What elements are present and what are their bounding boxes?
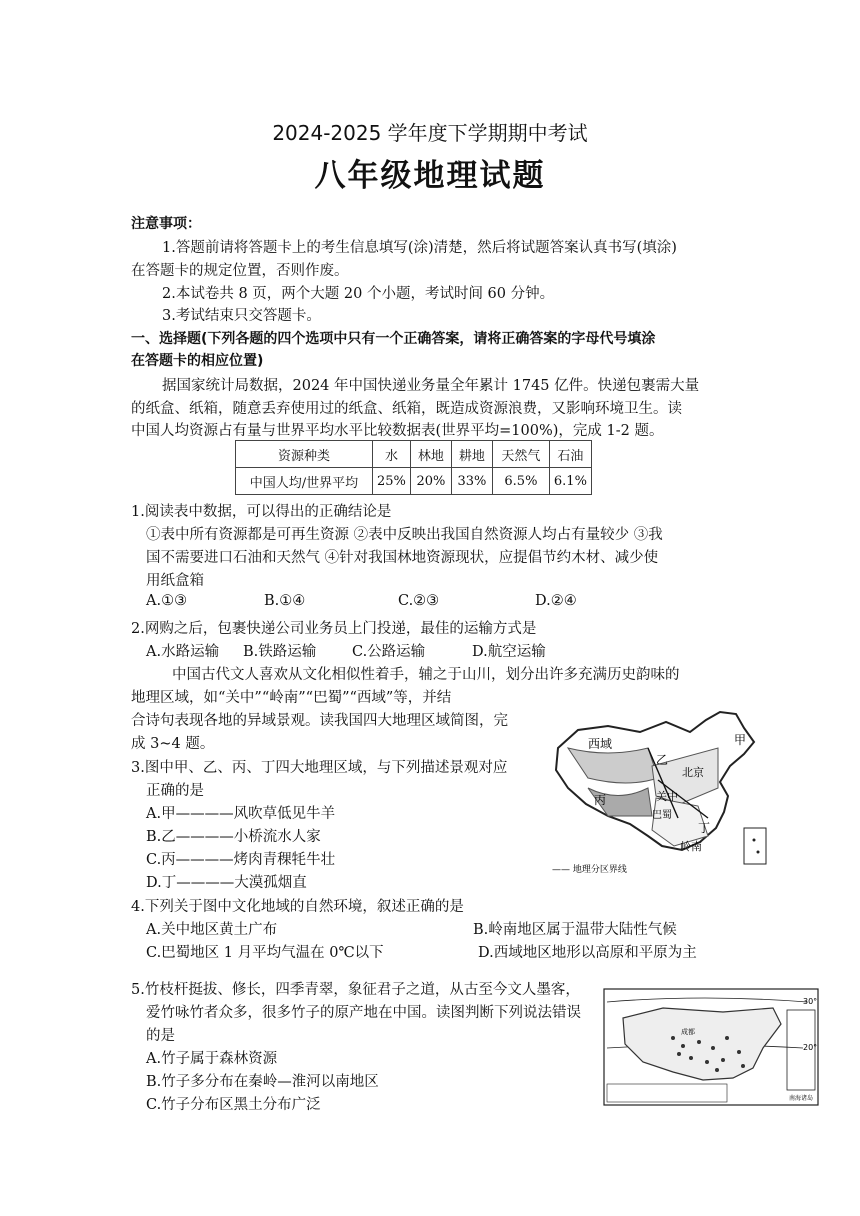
map2-label-chengdu: 成都 [681, 1028, 695, 1036]
resource-table [235, 440, 592, 495]
q5-option-a: A.竹子属于森林资源 [146, 1051, 278, 1067]
q2-option-c: C.公路运输 [352, 644, 426, 660]
map-label-lingnan: 岭南 [680, 840, 702, 853]
q5-stem-cont-2: 的是 [146, 1028, 175, 1044]
section-heading: 一、选择题(下列各题的四个选项中只有一个正确答案，请将正确答案的字母代号填涂 [131, 331, 656, 347]
bamboo-distribution-map [603, 988, 819, 1106]
map-label-bashu: 巴蜀 [652, 810, 672, 821]
table-cell: 25% [373, 468, 411, 495]
q3-stem-cont: 正确的是 [146, 783, 204, 799]
table-header-cell: 耕地 [451, 441, 492, 468]
q3-option-a: A.甲————风吹草低见牛羊 [146, 806, 336, 822]
passage-1-line-3: 中国人均资源占有量与世界平均水平比较数据表(世界平均=100%)，完成 1-2 题。 [131, 423, 664, 439]
q3-option-d: D.丁————大漠孤烟直 [146, 875, 307, 891]
q2-option-a: A.水路运输 [146, 644, 220, 660]
table-cell: 33% [451, 468, 492, 495]
q1-statements-3: 用纸盒箱 [146, 573, 204, 589]
table-cell: 20% [410, 468, 451, 495]
table-cell: 6.5% [492, 468, 549, 495]
passage-2-line-4: 成 3~4 题。 [131, 736, 215, 752]
map-label-xiyu: 西域 [588, 737, 613, 751]
notice-item-2: 2.本试卷共 8 页，两个大题 20 个小题，考试时间 60 分钟。 [162, 286, 555, 302]
q4-option-b: B.岭南地区属于温带大陆性气候 [473, 922, 677, 938]
q3-option-c: C.丙————烤肉青稞牦牛壮 [146, 852, 336, 868]
q2-stem: 2.网购之后，包裹快递公司业务员上门投递，最佳的运输方式是 [131, 621, 537, 637]
q2-option-b: B.铁路运输 [243, 644, 317, 660]
notice-item-1-cont: 在答题卡的规定位置，否则作废。 [131, 263, 349, 279]
table-cell: 6.1% [549, 468, 591, 495]
q5-option-b: B.竹子多分布在秦岭—淮河以南地区 [146, 1074, 379, 1090]
table-header-cell: 天然气 [492, 441, 549, 468]
notice-item-1: 1.答题前请将答题卡上的考生信息填写(涂)清楚，然后将试题答案认真书写(填涂) [162, 240, 677, 256]
q3-stem: 3.图中甲、乙、丙、丁四大地理区域，与下列描述景观对应 [131, 760, 508, 776]
map-label-guanzhong: 关中 [656, 790, 678, 803]
q1-option-c: C.②③ [398, 593, 440, 609]
q4-option-a: A.关中地区黄土广布 [146, 922, 278, 938]
q2-option-d: D.航空运输 [472, 644, 546, 660]
q1-option-a: A.①③ [146, 593, 188, 609]
q1-option-b: B.①④ [264, 593, 306, 609]
map-label-bing: 丙 [594, 793, 607, 807]
section-heading-cont: 在答题卡的相应位置) [131, 353, 264, 369]
passage-1-line-1: 据国家统计局数据，2024 年中国快递业务量全年累计 1745 亿件。快递包裹需大量 [162, 378, 700, 394]
map-label-ding: 丁 [698, 821, 711, 835]
q5-option-c: C.竹子分布区黑土分布广泛 [146, 1097, 321, 1113]
notice-heading: 注意事项： [131, 216, 201, 232]
china-regions-map [548, 708, 770, 878]
q1-statements-1: ①表中所有资源都是可再生资源 ②表中反映出我国自然资源人均占有量较少 ③我 [146, 527, 663, 543]
q5-stem: 5.竹枝杆挺拔、修长，四季青翠，象征君子之道，从古至今文人墨客， [131, 982, 580, 998]
q5-stem-cont-1: 爱竹咏竹者众多，很多竹子的原产地在中国。读图判断下列说法错误 [146, 1005, 581, 1021]
passage-1-line-2: 的纸盒、纸箱，随意丢弃使用过的纸盒、纸箱，既造成资源浪费，又影响环境卫生。读 [131, 401, 682, 417]
q4-stem: 4.下列关于图中文化地域的自然环境，叙述正确的是 [131, 899, 464, 915]
q3-option-b: B.乙————小桥流水人家 [146, 829, 321, 845]
table-cell: 中国人均/世界平均 [236, 468, 373, 495]
map-label-jia: 甲 [734, 733, 747, 747]
table-header-cell: 林地 [410, 441, 451, 468]
map-label-yi: 乙 [656, 753, 669, 767]
q4-option-d: D.西域地区地形以高原和平原为主 [478, 945, 697, 961]
map2-label-lat30: 30° [803, 997, 818, 1006]
exam-main-title: 八年级地理试题 [314, 158, 546, 194]
q1-stem: 1.阅读表中数据，可以得出的正确结论是 [131, 504, 392, 520]
passage-2-line-2: 地理区域，如“关中”“岭南”“巴蜀”“西域”等，并结 [131, 690, 452, 706]
passage-2-line-1: 中国古代文人喜欢从文化相似性着手，辅之于山川，划分出许多充满历史韵味的 [172, 667, 680, 683]
passage-2-line-3: 合诗句表现各地的异域景观。读我国四大地理区域简图，完 [131, 713, 508, 729]
notice-item-3: 3.考试结束只交答题卡。 [162, 308, 321, 324]
q4-option-c: C.巴蜀地区 1 月平均气温在 0℃以下 [146, 945, 384, 961]
table-header-cell: 水 [373, 441, 411, 468]
table-header-cell: 石油 [549, 441, 591, 468]
table-row [236, 468, 592, 495]
exam-year-title: 2024-2025 学年度下学期期中考试 [272, 121, 588, 145]
q1-option-d: D.②④ [535, 593, 577, 609]
table-header-row [236, 441, 592, 468]
map2-label-nanhai: 南海诸岛 [789, 1095, 814, 1102]
map-label-beijing: 北京 [682, 766, 704, 779]
map-legend: —— 地理分区界线 [552, 865, 627, 875]
map2-label-lat20: 20° [803, 1043, 818, 1052]
q1-statements-2: 国不需要进口石油和天然气 ④针对我国林地资源现状，应提倡节约木材、减少使 [146, 550, 659, 566]
table-header-cell: 资源种类 [236, 441, 373, 468]
